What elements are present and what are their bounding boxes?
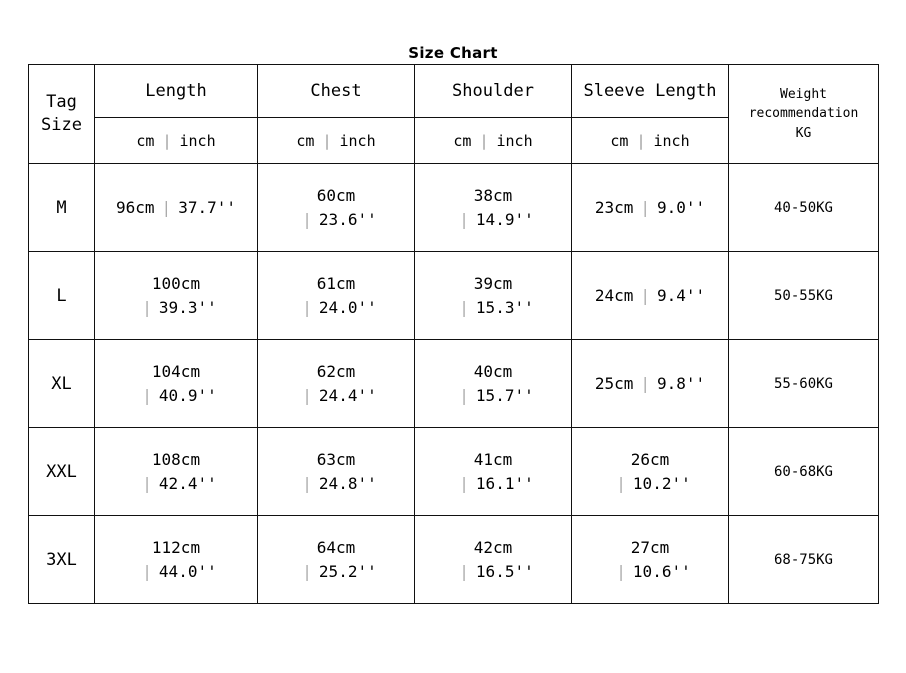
value-chest-cm: 63cm	[316, 449, 356, 469]
header-weight-line2: recommendation	[748, 106, 859, 122]
value-separator: |	[459, 385, 469, 405]
table-header-row	[29, 65, 879, 118]
value-separator: |	[459, 209, 469, 229]
value-sleeve-inch: 9.0''	[657, 197, 706, 217]
table-row	[29, 516, 879, 604]
value-shoulder-inch: 15.3''	[475, 297, 534, 317]
cell-weight: 60-68KG	[729, 428, 879, 516]
value-separator: |	[459, 473, 469, 493]
cell-sleeve	[572, 164, 729, 252]
value-separator: |	[640, 285, 650, 305]
value-sleeve-cm: 25cm	[594, 373, 634, 393]
value-separator: |	[302, 385, 312, 405]
header-weight-recommendation	[729, 65, 879, 164]
value-length-inch: 39.3''	[158, 297, 217, 317]
value-chest-inch: 24.0''	[318, 297, 377, 317]
cell-sleeve	[572, 340, 729, 428]
units-chest-cm: cm	[296, 131, 315, 150]
units-shoulder-cm: cm	[453, 131, 472, 150]
units-shoulder-inch: inch	[496, 131, 533, 150]
header-tag-line1: Tag	[46, 92, 77, 113]
units-separator: |	[636, 131, 646, 150]
value-separator: |	[640, 373, 650, 393]
value-shoulder-cm: 42cm	[473, 537, 513, 557]
value-sleeve-inch: 9.8''	[657, 373, 706, 393]
units-separator: |	[479, 131, 489, 150]
units-length-inch: inch	[179, 131, 216, 150]
value-chest-cm: 61cm	[316, 273, 356, 293]
value-shoulder-cm: 38cm	[473, 185, 513, 205]
value-length-cm: 108cm	[151, 449, 201, 469]
size-chart-table	[28, 64, 879, 604]
value-length-inch: 42.4''	[158, 473, 217, 493]
cell-length	[95, 428, 258, 516]
header-shoulder: Shoulder	[415, 65, 572, 118]
row-size-label: 3XL	[29, 516, 95, 604]
value-shoulder-inch: 15.7''	[475, 385, 534, 405]
units-sleeve-inch: inch	[653, 131, 690, 150]
page-title: Size Chart	[408, 44, 498, 62]
value-length-cm: 112cm	[151, 537, 201, 557]
value-shoulder-inch: 14.9''	[475, 209, 534, 229]
header-length: Length	[95, 65, 258, 118]
units-separator: |	[322, 131, 332, 150]
units-sleeve	[572, 118, 729, 164]
cell-shoulder	[415, 516, 572, 604]
value-separator: |	[142, 473, 152, 493]
value-separator: |	[459, 297, 469, 317]
value-length-cm: 104cm	[151, 361, 201, 381]
value-separator: |	[640, 197, 650, 217]
value-length-cm: 96cm	[116, 197, 155, 217]
value-chest-inch: 24.8''	[318, 473, 377, 493]
cell-chest	[258, 428, 415, 516]
row-size-label: M	[29, 164, 95, 252]
cell-sleeve	[572, 516, 729, 604]
value-shoulder-cm: 39cm	[473, 273, 513, 293]
table-row	[29, 340, 879, 428]
value-length-inch: 37.7''	[178, 197, 236, 217]
units-length	[95, 118, 258, 164]
units-chest	[258, 118, 415, 164]
cell-length	[95, 516, 258, 604]
value-length-cm: 100cm	[151, 273, 201, 293]
units-length-cm: cm	[136, 131, 155, 150]
value-length-inch: 40.9''	[158, 385, 217, 405]
value-shoulder-cm: 41cm	[473, 449, 513, 469]
value-separator: |	[459, 561, 469, 581]
header-tag-size	[29, 65, 95, 164]
value-separator: |	[302, 209, 312, 229]
cell-weight: 50-55KG	[729, 252, 879, 340]
value-separator: |	[161, 197, 172, 217]
value-sleeve-inch: 10.2''	[632, 473, 691, 493]
cell-sleeve	[572, 252, 729, 340]
cell-sleeve	[572, 428, 729, 516]
value-length-inch: 44.0''	[158, 561, 217, 581]
cell-chest	[258, 252, 415, 340]
value-separator: |	[142, 297, 152, 317]
row-size-label: XXL	[29, 428, 95, 516]
value-chest-cm: 60cm	[316, 185, 356, 205]
cell-shoulder	[415, 340, 572, 428]
cell-chest	[258, 340, 415, 428]
cell-shoulder	[415, 164, 572, 252]
cell-chest	[258, 164, 415, 252]
cell-length	[95, 164, 258, 252]
value-sleeve-inch: 9.4''	[657, 285, 706, 305]
value-chest-cm: 62cm	[316, 361, 356, 381]
header-weight-unit: KG	[795, 125, 812, 141]
cell-length	[95, 340, 258, 428]
size-chart-container	[28, 64, 878, 604]
value-separator: |	[616, 561, 626, 581]
cell-weight: 68-75KG	[729, 516, 879, 604]
value-chest-inch: 24.4''	[318, 385, 377, 405]
value-shoulder-inch: 16.5''	[475, 561, 534, 581]
table-row	[29, 164, 879, 252]
value-separator: |	[302, 297, 312, 317]
table-row	[29, 252, 879, 340]
value-shoulder-inch: 16.1''	[475, 473, 534, 493]
cell-length	[95, 252, 258, 340]
cell-chest	[258, 516, 415, 604]
value-sleeve-inch: 10.6''	[632, 561, 691, 581]
value-separator: |	[302, 561, 312, 581]
value-sleeve-cm: 23cm	[594, 197, 634, 217]
value-separator: |	[142, 561, 152, 581]
header-weight-line1: Weight	[780, 86, 827, 102]
header-chest: Chest	[258, 65, 415, 118]
units-sleeve-cm: cm	[610, 131, 629, 150]
cell-weight: 40-50KG	[729, 164, 879, 252]
value-sleeve-cm: 26cm	[630, 449, 670, 469]
units-chest-inch: inch	[339, 131, 376, 150]
value-separator: |	[616, 473, 626, 493]
cell-weight: 55-60KG	[729, 340, 879, 428]
table-row	[29, 428, 879, 516]
value-sleeve-cm: 24cm	[594, 285, 634, 305]
units-separator: |	[162, 131, 172, 150]
value-chest-cm: 64cm	[316, 537, 356, 557]
value-chest-inch: 23.6''	[318, 209, 377, 229]
row-size-label: XL	[29, 340, 95, 428]
units-shoulder	[415, 118, 572, 164]
cell-shoulder	[415, 428, 572, 516]
header-sleeve-length: Sleeve Length	[572, 65, 729, 118]
header-tag-line2: Size	[41, 115, 82, 135]
value-chest-inch: 25.2''	[318, 561, 377, 581]
value-separator: |	[142, 385, 152, 405]
value-separator: |	[302, 473, 312, 493]
cell-shoulder	[415, 252, 572, 340]
row-size-label: L	[29, 252, 95, 340]
value-sleeve-cm: 27cm	[630, 537, 670, 557]
value-shoulder-cm: 40cm	[473, 361, 513, 381]
